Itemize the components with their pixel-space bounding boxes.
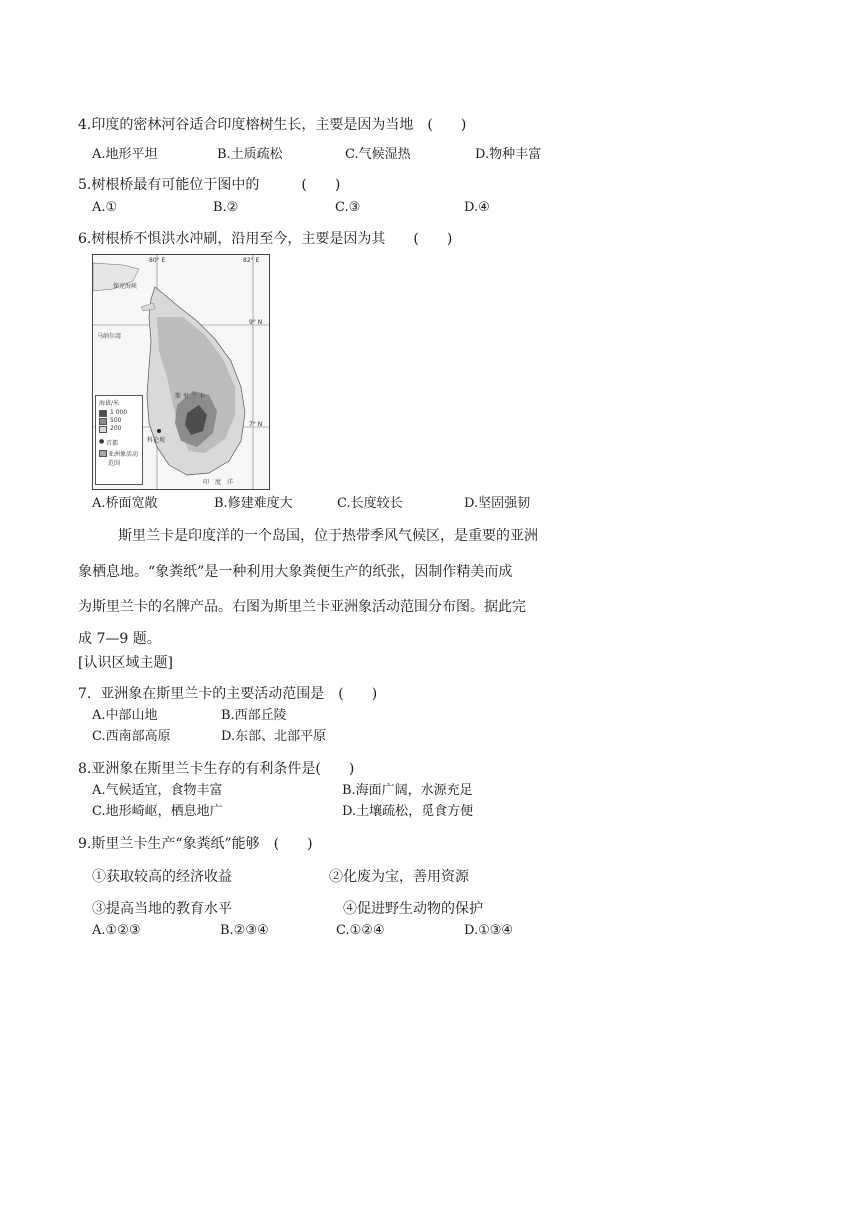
q9-option-a: A.①②③ <box>92 923 141 938</box>
legend-swatch-500 <box>99 418 107 425</box>
map-label-sri-lanka: 斯 里 兰 卡 <box>175 393 205 400</box>
sri-lanka-elephant-map <box>92 254 270 490</box>
q7-option-b: B.西部丘陵 <box>221 708 287 723</box>
q9-statement-3: ③提高当地的教育水平 <box>92 901 232 917</box>
q5-option-b: B.② <box>213 200 239 215</box>
legend-swatch-1000 <box>99 410 107 417</box>
map-lat-9: 9° N <box>249 319 263 326</box>
q8-option-b: B.海面广阔，水源充足 <box>342 783 473 798</box>
q6-option-c: C.长度较长 <box>337 496 403 511</box>
q8-option-a: A.气候适宜，食物丰富 <box>92 783 223 798</box>
map-lat-7: 7° N <box>249 421 263 428</box>
q6-option-d: D.坚固强韧 <box>464 496 531 511</box>
legend-title: 海拔/米 <box>99 400 120 407</box>
q4-option-c: C.气候湿热 <box>345 147 411 162</box>
q5-option-a: A.① <box>92 200 118 215</box>
q6-option-b: B.修建难度大 <box>214 496 293 511</box>
q5-option-d: D.④ <box>464 200 490 215</box>
legend-capital-icon: ● <box>99 438 105 445</box>
map-lon-82: 82° E <box>243 257 260 264</box>
q8-stem: 8.亚洲象在斯里兰卡生存的有利条件是( ) <box>78 761 355 777</box>
legend-range: 亚洲象活动范围 <box>108 451 139 467</box>
passage-line-1: 斯里兰卡是印度洋的一个岛国，位于热带季风气候区，是重要的亚洲 <box>118 528 538 544</box>
legend-capital: 首都 <box>106 440 119 447</box>
map-label-gulf-of-mannar: 马纳尔湾 <box>97 333 122 340</box>
map-label-indian-ocean: 印 度 洋 <box>203 479 234 486</box>
map-legend <box>95 395 143 485</box>
passage-line-2: 象栖息地。“象粪纸”是一种利用大象粪便生产的纸张，因制作精美而成 <box>78 564 513 580</box>
passage-line-4: 成 7—9 题。 <box>78 631 161 647</box>
q7-option-c: C.西南部高原 <box>92 729 171 744</box>
map-label-palk-strait: 保克海峡 <box>113 283 138 290</box>
q7-option-a: A.中部山地 <box>92 708 158 723</box>
q9-option-c: C.①②④ <box>336 923 385 938</box>
q4-option-b: B.土质疏松 <box>217 147 283 162</box>
q8-option-d: D.土壤疏松，觅食方便 <box>342 804 474 819</box>
passage-line-3: 为斯里兰卡的名牌产品。右图为斯里兰卡亚洲象活动范围分布图。据此完 <box>78 599 526 615</box>
q4-option-a: A.地形平坦 <box>92 147 158 162</box>
q8-option-c: C.地形崎岖，栖息地广 <box>92 804 223 819</box>
legend-swatch-range <box>99 450 107 457</box>
q9-option-d: D.①③④ <box>464 923 514 938</box>
q6-option-a: A.桥面宽敞 <box>92 496 158 511</box>
q9-stem: 9.斯里兰卡生产“象粪纸”能够 ( ) <box>78 836 313 852</box>
q9-statement-2: ②化废为宝，善用资源 <box>329 869 469 885</box>
q7-option-d: D.东部、北部平原 <box>221 729 327 744</box>
legend-swatch-200 <box>99 426 107 433</box>
q4-stem: 4.印度的密林河谷适合印度榕树生长，主要是因为当地 ( ) <box>78 117 467 133</box>
q4-option-d: D.物种丰富 <box>475 147 542 162</box>
q9-statement-1: ①获取较高的经济收益 <box>92 869 232 885</box>
q7-stem: 7. 亚洲象在斯里兰卡的主要活动范围是 ( ) <box>78 686 378 702</box>
q9-statement-4: ④促进野生动物的保护 <box>343 901 483 917</box>
legend-level-1000: 1 000 <box>110 409 128 416</box>
legend-level-500: 500 <box>110 417 122 424</box>
q5-option-c: C.③ <box>335 200 361 215</box>
q9-option-b: B.②③④ <box>220 923 269 938</box>
map-lon-80: 80° E <box>149 257 166 264</box>
q6-stem: 6.树根桥不惧洪水冲刷，沿用至今，主要是因为其 ( ) <box>78 231 453 247</box>
map-label-colombo: 科伦坡 <box>147 437 166 444</box>
q5-stem: 5.树根桥最有可能位于图中的 ( ) <box>78 177 341 193</box>
legend-level-200: 200 <box>110 425 122 432</box>
section-tag: [认识区域主题] <box>78 655 173 671</box>
